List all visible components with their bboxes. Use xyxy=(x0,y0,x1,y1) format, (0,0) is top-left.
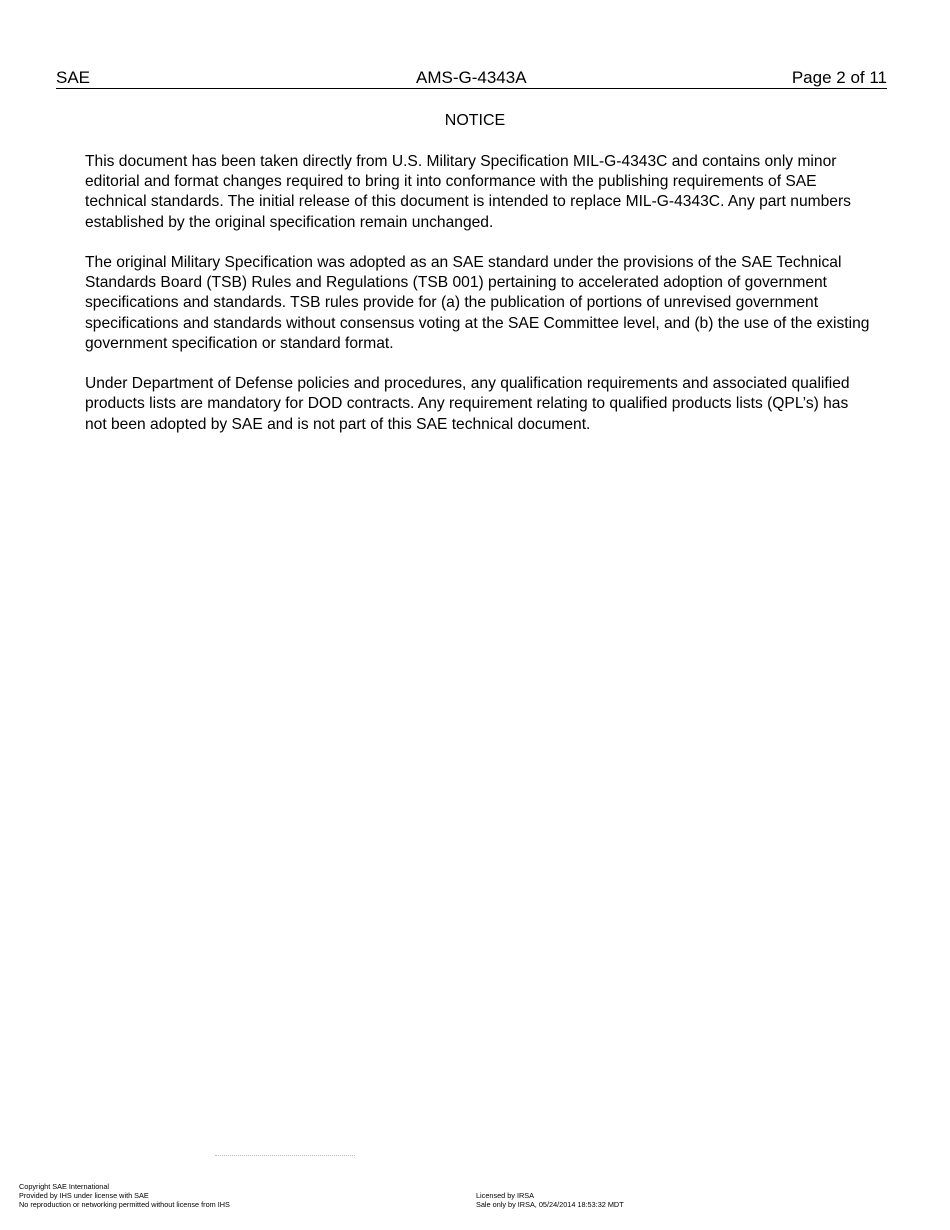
notice-title: NOTICE xyxy=(444,112,506,129)
header-page-label: Page 2 of 11 xyxy=(791,68,887,87)
notice-paragraph: The original Military Specification was adopted as an SAE standard under the provisions of the SAE Technical Standards Board (TSB) Rules and Regulations (TSB 001) pertaining to accelerated adoption of government specifications and standards. TSB rules provide for (a) the publication of portions of unrevised government specifications and standards without consensus voting at the SAE Committee level, and (b) the use of the existing government specification or standard format. xyxy=(85,254,870,352)
footer-left-line: Provided by IHS under license with SAE xyxy=(19,1191,149,1200)
footer-left-line: No reproduction or networking permitted without license from IHS xyxy=(19,1200,230,1209)
footer-license xyxy=(476,1191,624,1209)
footer-right-line: Sale only by IRSA, 05/24/2014 18:53:32 MDT xyxy=(476,1200,624,1209)
scan-artifact-divider xyxy=(215,1155,355,1157)
notice-paragraph: Under Department of Defense policies and procedures, any qualification requirements and associated qualified products lists are mandatory for DOD contracts. Any requirement relating to qualified products lists (QPL’s) has not been adopted by SAE and is not part of this SAE technical document. xyxy=(85,375,850,433)
footer-left-line: Copyright SAE International xyxy=(19,1182,110,1191)
header-doc-number: AMS-G-4343A xyxy=(416,68,527,87)
notice-paragraph: This document has been taken directly from U.S. Military Specification MIL-G-4343C and contains only minor editorial and format changes required to bring it into conformance with the publishing requirements of SAE technical standards. The initial release of this document is intended to replace MIL-G-4343C. Any part numbers established by the original specification remain unchanged. xyxy=(85,153,851,231)
footer-copyright xyxy=(19,1182,230,1209)
footer-right-line: Licensed by IRSA xyxy=(476,1191,535,1200)
page-header xyxy=(56,68,887,89)
notice-body xyxy=(85,152,870,455)
header-org: SAE xyxy=(56,68,91,87)
